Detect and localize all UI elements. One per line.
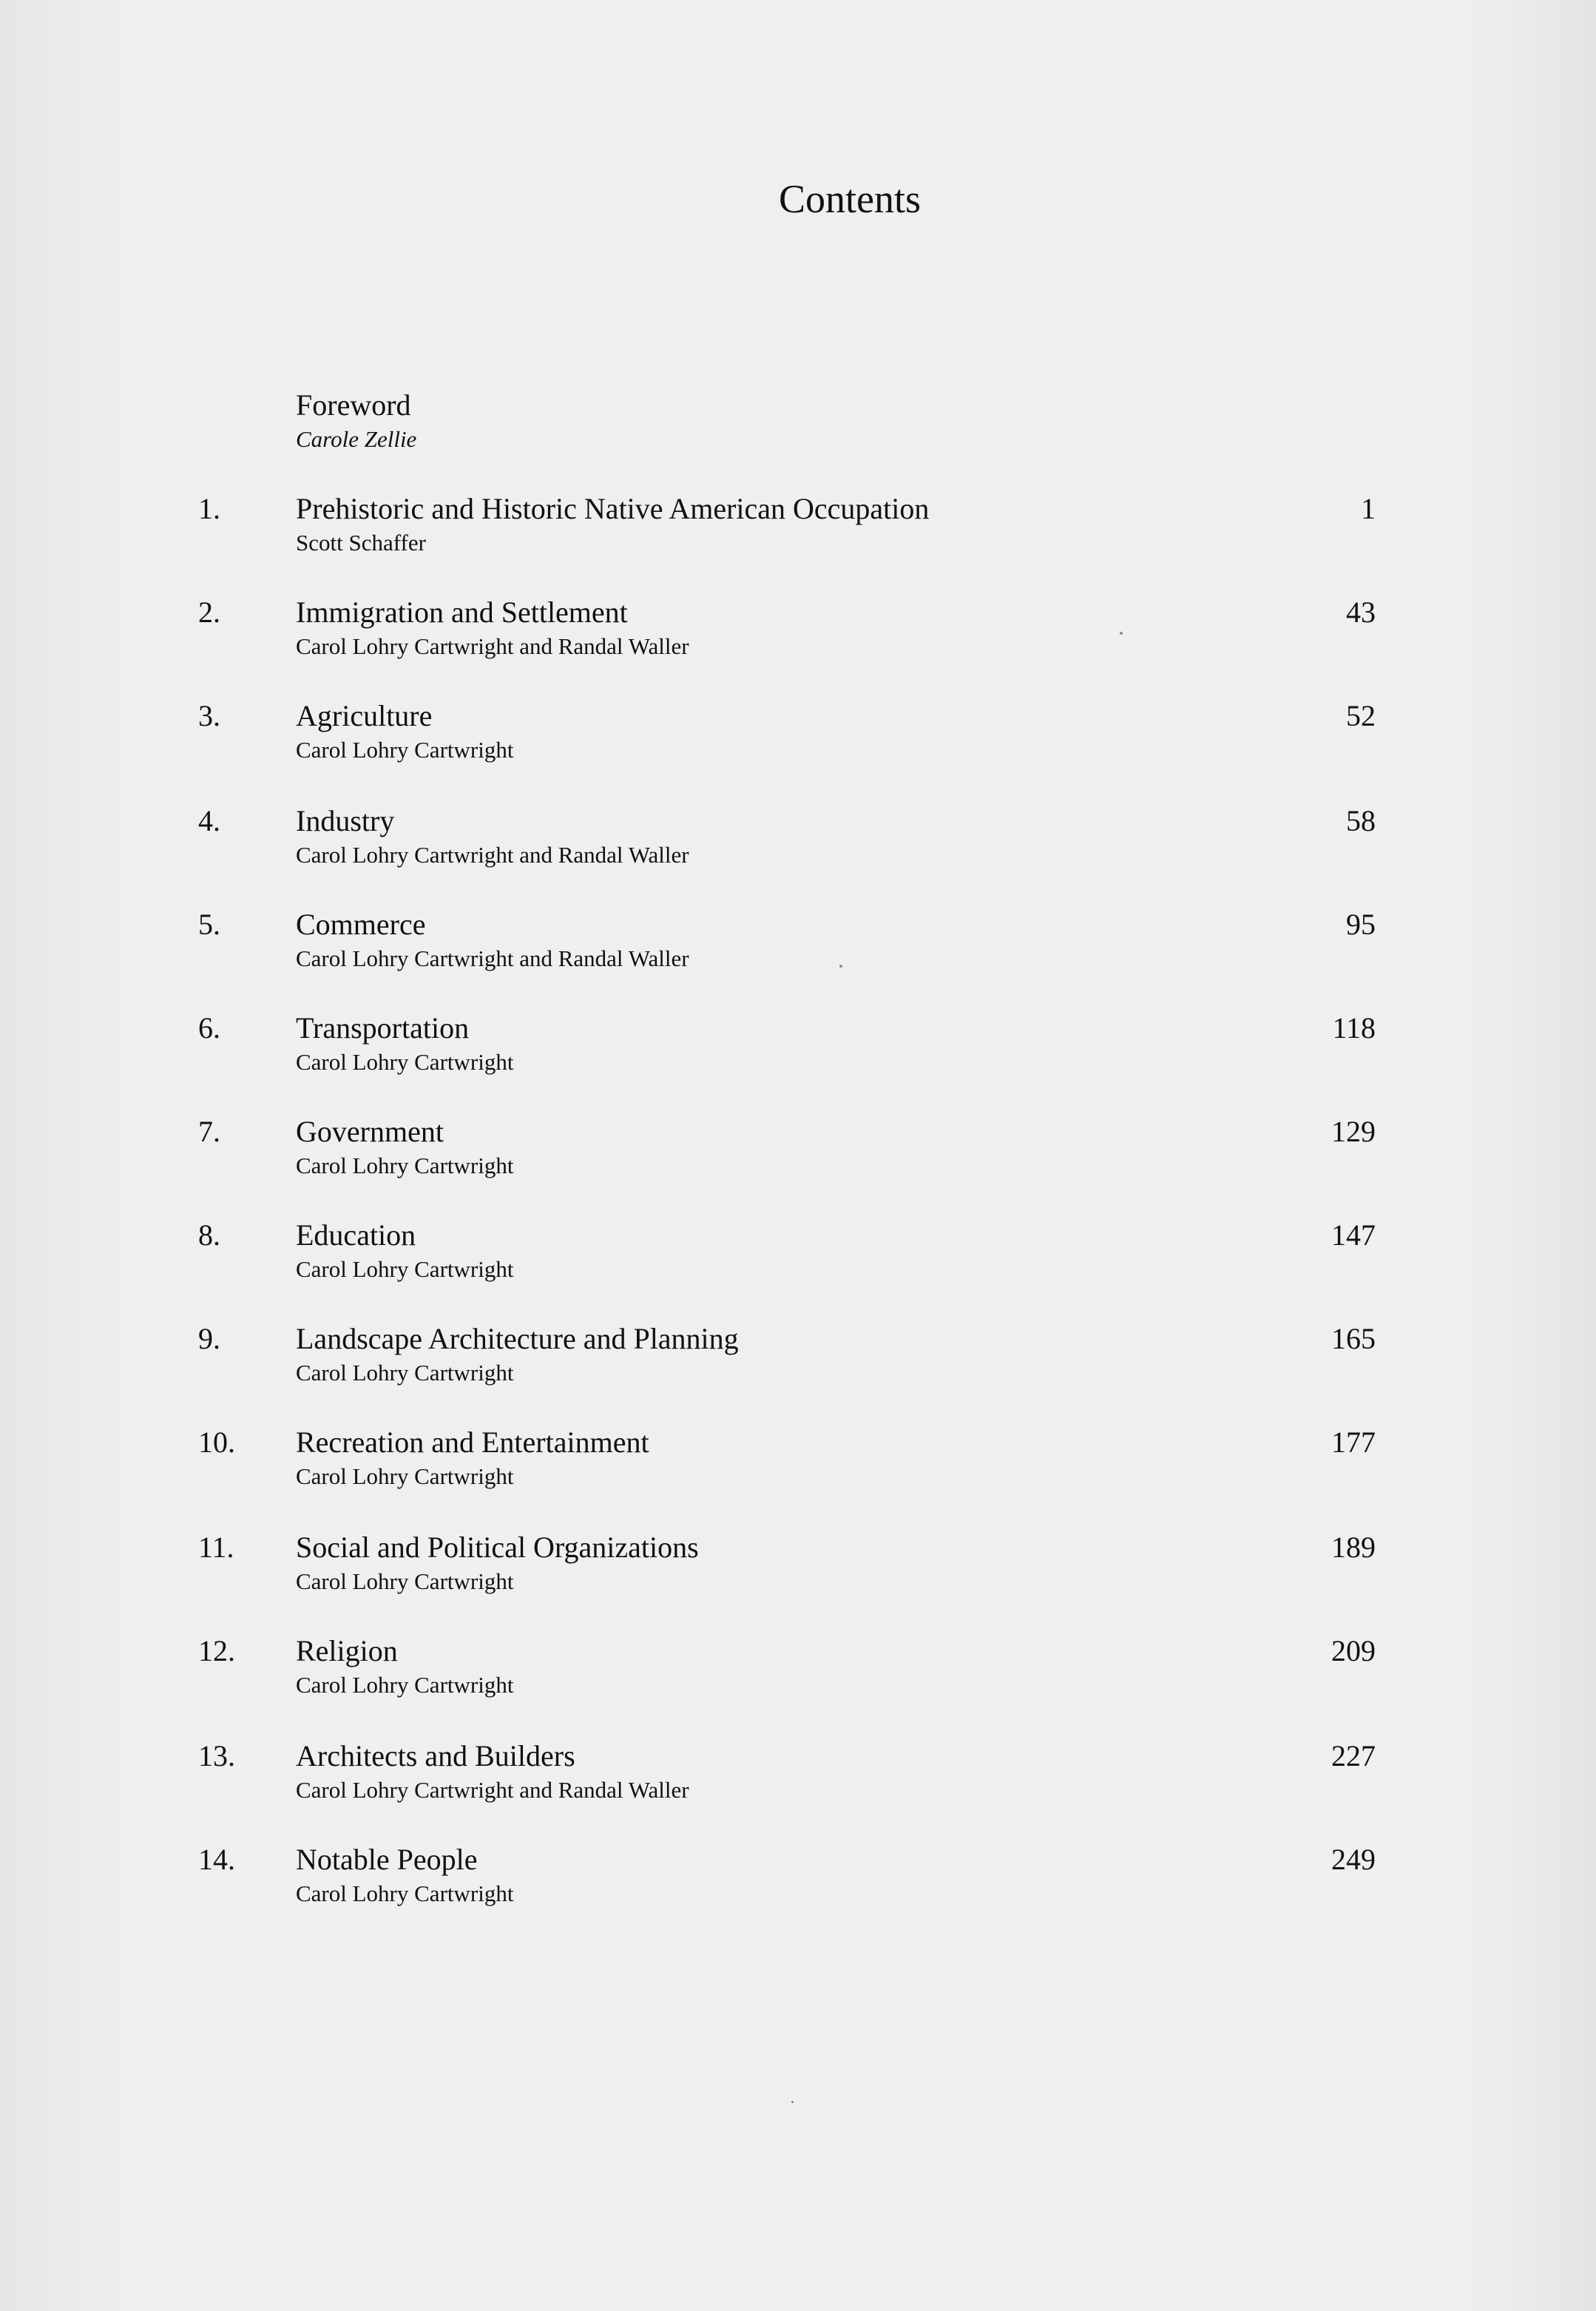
entry-author: Carol Lohry Cartwright (296, 1463, 514, 1489)
entry-number: 4. (198, 804, 220, 837)
paper-speck (839, 965, 842, 968)
entry-page: 189 (1331, 1531, 1376, 1564)
entry-number: 14. (198, 1843, 235, 1876)
entry-title: Architects and Builders (296, 1739, 575, 1772)
entry-author: Carol Lohry Cartwright and Randal Waller (296, 842, 689, 868)
paper-speck (1120, 632, 1123, 635)
entry-title: Industry (296, 804, 395, 837)
entry-number: 6. (198, 1011, 220, 1045)
toc-entry-foreword (0, 388, 1596, 462)
entry-author: Carol Lohry Cartwright (296, 1360, 514, 1386)
page-title: Contents (778, 177, 921, 221)
entry-page: 177 (1331, 1426, 1376, 1459)
toc-entry (0, 491, 1596, 565)
toc-entry (0, 698, 1596, 772)
toc-entry (0, 1321, 1596, 1395)
entry-title: Prehistoric and Historic Native American Occupation (296, 492, 930, 525)
entry-page: 58 (1346, 804, 1376, 837)
entry-author: Carol Lohry Cartwright (296, 1672, 514, 1698)
entry-number: 12. (198, 1634, 235, 1667)
toc-entry (0, 1842, 1596, 1916)
entry-number: 7. (198, 1115, 220, 1148)
toc-entry (0, 1738, 1596, 1812)
entry-page: 129 (1331, 1115, 1376, 1148)
entry-number: 1. (198, 492, 220, 525)
toc-entry (0, 803, 1596, 877)
toc-entry (0, 1633, 1596, 1707)
entry-author: Carol Lohry Cartwright and Randal Waller (296, 945, 689, 971)
entry-number: 9. (198, 1322, 220, 1355)
entry-page: 147 (1331, 1218, 1376, 1252)
entry-title: Transportation (296, 1011, 470, 1045)
entry-page: 52 (1346, 699, 1376, 732)
entry-title: Agriculture (296, 699, 433, 732)
entry-title: Notable People (296, 1843, 478, 1876)
entry-page: 249 (1331, 1843, 1376, 1876)
entry-author: Carol Lohry Cartwright (296, 1049, 514, 1075)
entry-title: Government (296, 1115, 444, 1148)
toc-entry (0, 1425, 1596, 1499)
toc-entry (0, 1011, 1596, 1084)
entry-title: Foreword (296, 388, 411, 422)
entry-title: Education (296, 1218, 416, 1252)
entry-page: 95 (1346, 908, 1376, 941)
entry-page: 118 (1332, 1011, 1376, 1045)
entry-number: 10. (198, 1426, 235, 1459)
entry-author: Carol Lohry Cartwright (296, 737, 514, 763)
entry-author: Carol Lohry Cartwright (296, 1568, 514, 1594)
entry-author: Carol Lohry Cartwright and Randal Waller (296, 1777, 689, 1803)
entry-number: 5. (198, 908, 220, 941)
entry-author: Scott Schaffer (296, 530, 426, 556)
entry-number: 11. (198, 1531, 234, 1564)
entry-number: 3. (198, 699, 220, 732)
toc-entry (0, 595, 1596, 669)
entry-page: 165 (1331, 1322, 1376, 1355)
entry-page: 209 (1331, 1634, 1376, 1667)
entry-page: 227 (1331, 1739, 1376, 1772)
toc-entry (0, 1218, 1596, 1292)
toc-entry (0, 907, 1596, 981)
entry-number: 2. (198, 596, 220, 629)
paper-speck (791, 2101, 794, 2103)
entry-number: 8. (198, 1218, 220, 1252)
entry-author: Carole Zellie (296, 426, 417, 452)
toc-entry (0, 1114, 1596, 1188)
entry-title: Immigration and Settlement (296, 596, 628, 629)
entry-title: Commerce (296, 908, 426, 941)
entry-author: Carol Lohry Cartwright and Randal Waller (296, 633, 689, 659)
entry-title: Social and Political Organizations (296, 1531, 699, 1564)
entry-title: Religion (296, 1634, 398, 1667)
entry-title: Recreation and Entertainment (296, 1426, 649, 1459)
entry-page: 43 (1346, 596, 1376, 629)
entry-author: Carol Lohry Cartwright (296, 1153, 514, 1178)
entry-title: Landscape Architecture and Planning (296, 1322, 739, 1355)
toc-entry (0, 1530, 1596, 1604)
entry-author: Carol Lohry Cartwright (296, 1256, 514, 1282)
entry-author: Carol Lohry Cartwright (296, 1880, 514, 1906)
entry-page: 1 (1361, 492, 1376, 525)
entry-number: 13. (198, 1739, 235, 1772)
